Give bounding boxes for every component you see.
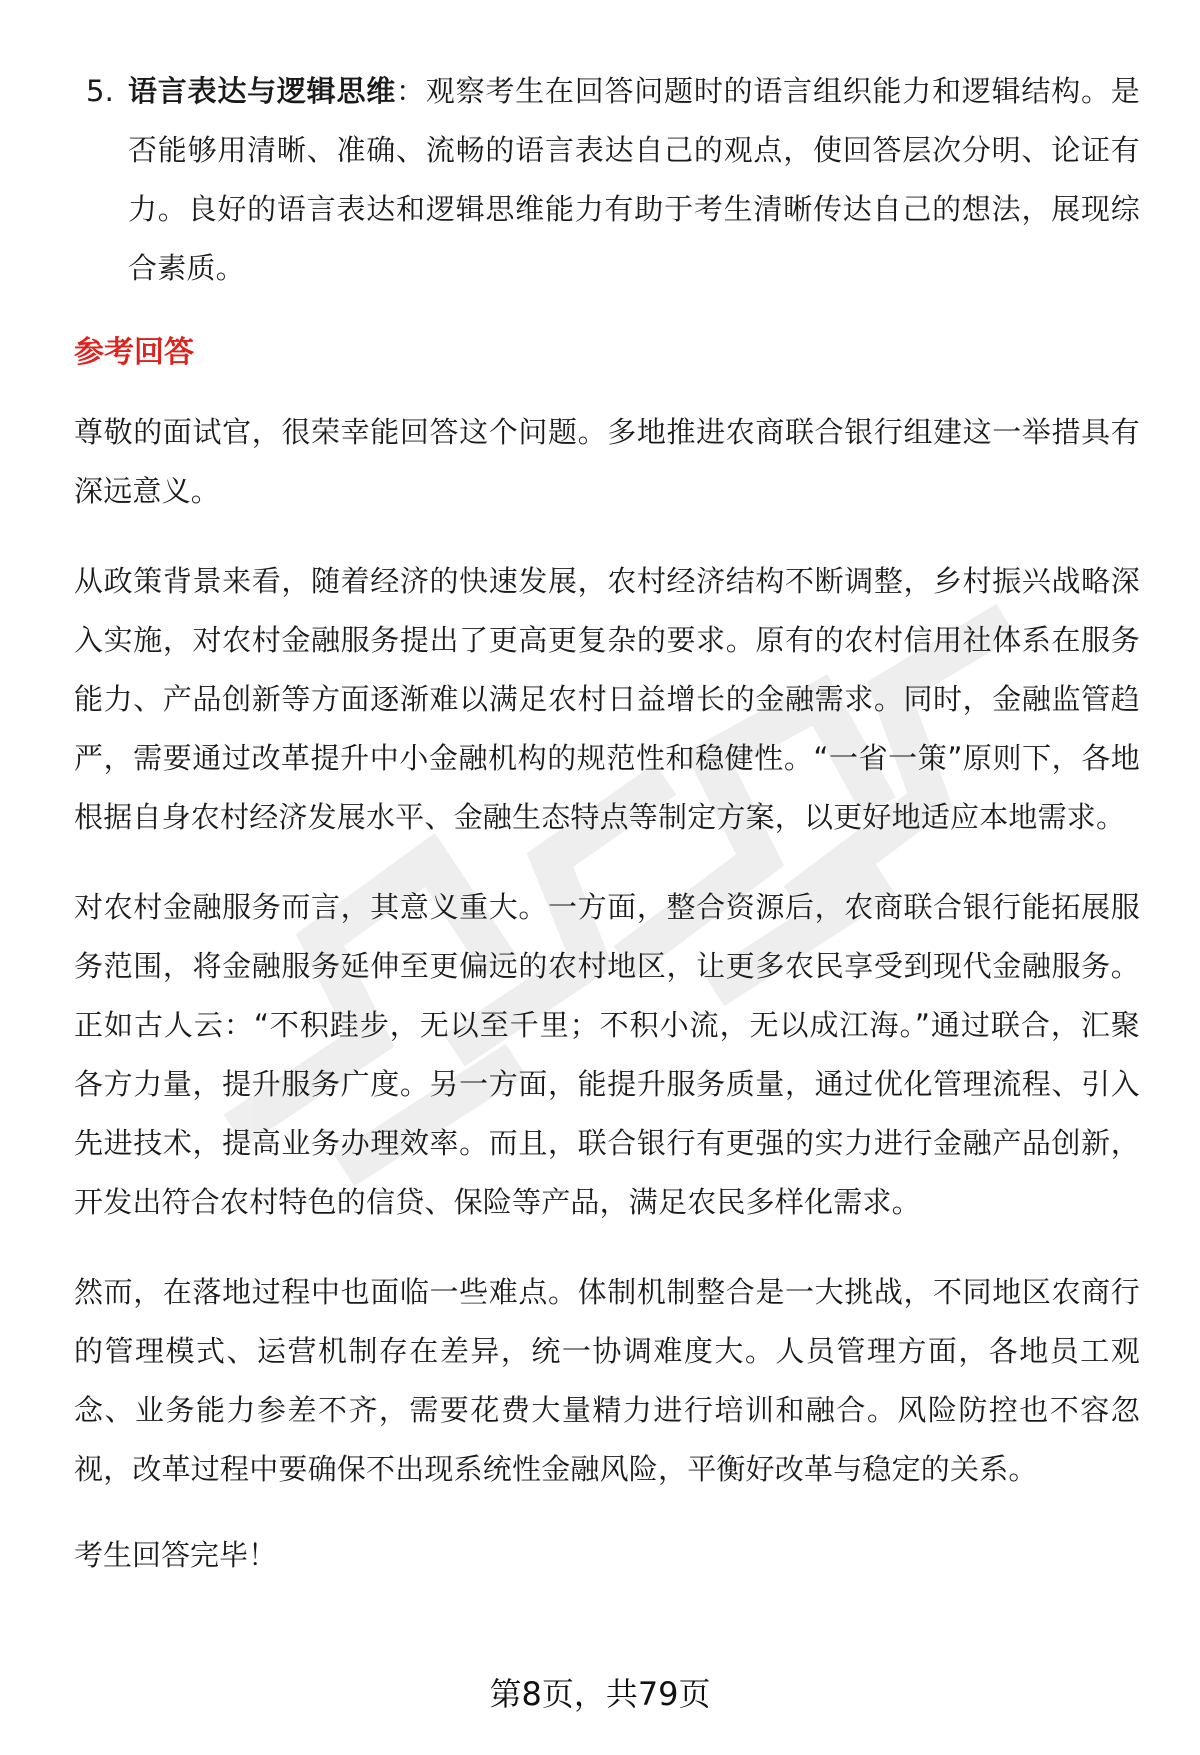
criterion-description: ：观察考生在回答问题时的语言组织能力和逻辑结构。是否能够用清晰、准确、流畅的语言表达自己的观点，使回答层次分明、论证有力。良好的语言表达和逻辑思维能力有助于考生清晰传达自己的想法，展现综合素质。 (128, 74, 1140, 285)
reference-answer-heading: 参考回答 (74, 335, 194, 370)
answer-paragraph: 对农村金融服务而言，其意义重大。一方面，整合资源后，农商联合银行能拓展服务范围，将金融服务延伸至更偏远的农村地区，让更多农民享受到现代金融服务。正如古人云：“不积跬步，无以至千里；不积小流，无以成江海。”通过联合，汇聚各方力量，提升服务广度。另一方面，能提升服务质量，通过优化管理流程、引入先进技术，提高业务办理效率。而且，联合银行有更强的实力进行金融产品创新，开发出符合农村特色的信贷、保险等产品，满足农民多样化需求。 (74, 890, 1140, 1219)
main-content (74, 62, 1140, 1580)
answer-paragraph: 尊敬的面试官，很荣幸能回答这个问题。多地推进农商联合银行组建这一举措具有深远意义。 (74, 415, 1140, 508)
answer-closing: 考生回答完毕！ (74, 1538, 278, 1572)
page-footer: 第8页，共79页 (489, 1675, 711, 1713)
answer-paragraph: 然而，在落地过程中也面临一些难点。体制机制整合是一大挑战，不同地区农商行的管理模式、运营机制存在差异，统一协调难度大。人员管理方面，各地员工观念、业务能力参差不齐，需要花费大量精力进行培训和融合。风险防控也不容忽视，改革过程中要确保不出现系统性金融风险，平衡好改革与稳定的关系。 (74, 1275, 1140, 1486)
answer-paragraph: 从政策背景来看，随着经济的快速发展，农村经济结构不断调整，乡村振兴战略深入实施，对农村金融服务提出了更高更复杂的要求。原有的农村信用社体系在服务能力、产品创新等方面逐渐难以满足农村日益增长的金融需求。同时，金融监管趋严，需要通过改革提升中小金融机构的规范性和稳健性。“一省一策”原则下，各地根据自身农村经济发展水平、金融生态特点等制定方案，以更好地适应本地需求。 (74, 564, 1140, 834)
criterion-item-5 (74, 62, 1140, 298)
list-number: 5. (86, 74, 115, 108)
criterion-title: 语言表达与逻辑思维 (128, 74, 397, 108)
